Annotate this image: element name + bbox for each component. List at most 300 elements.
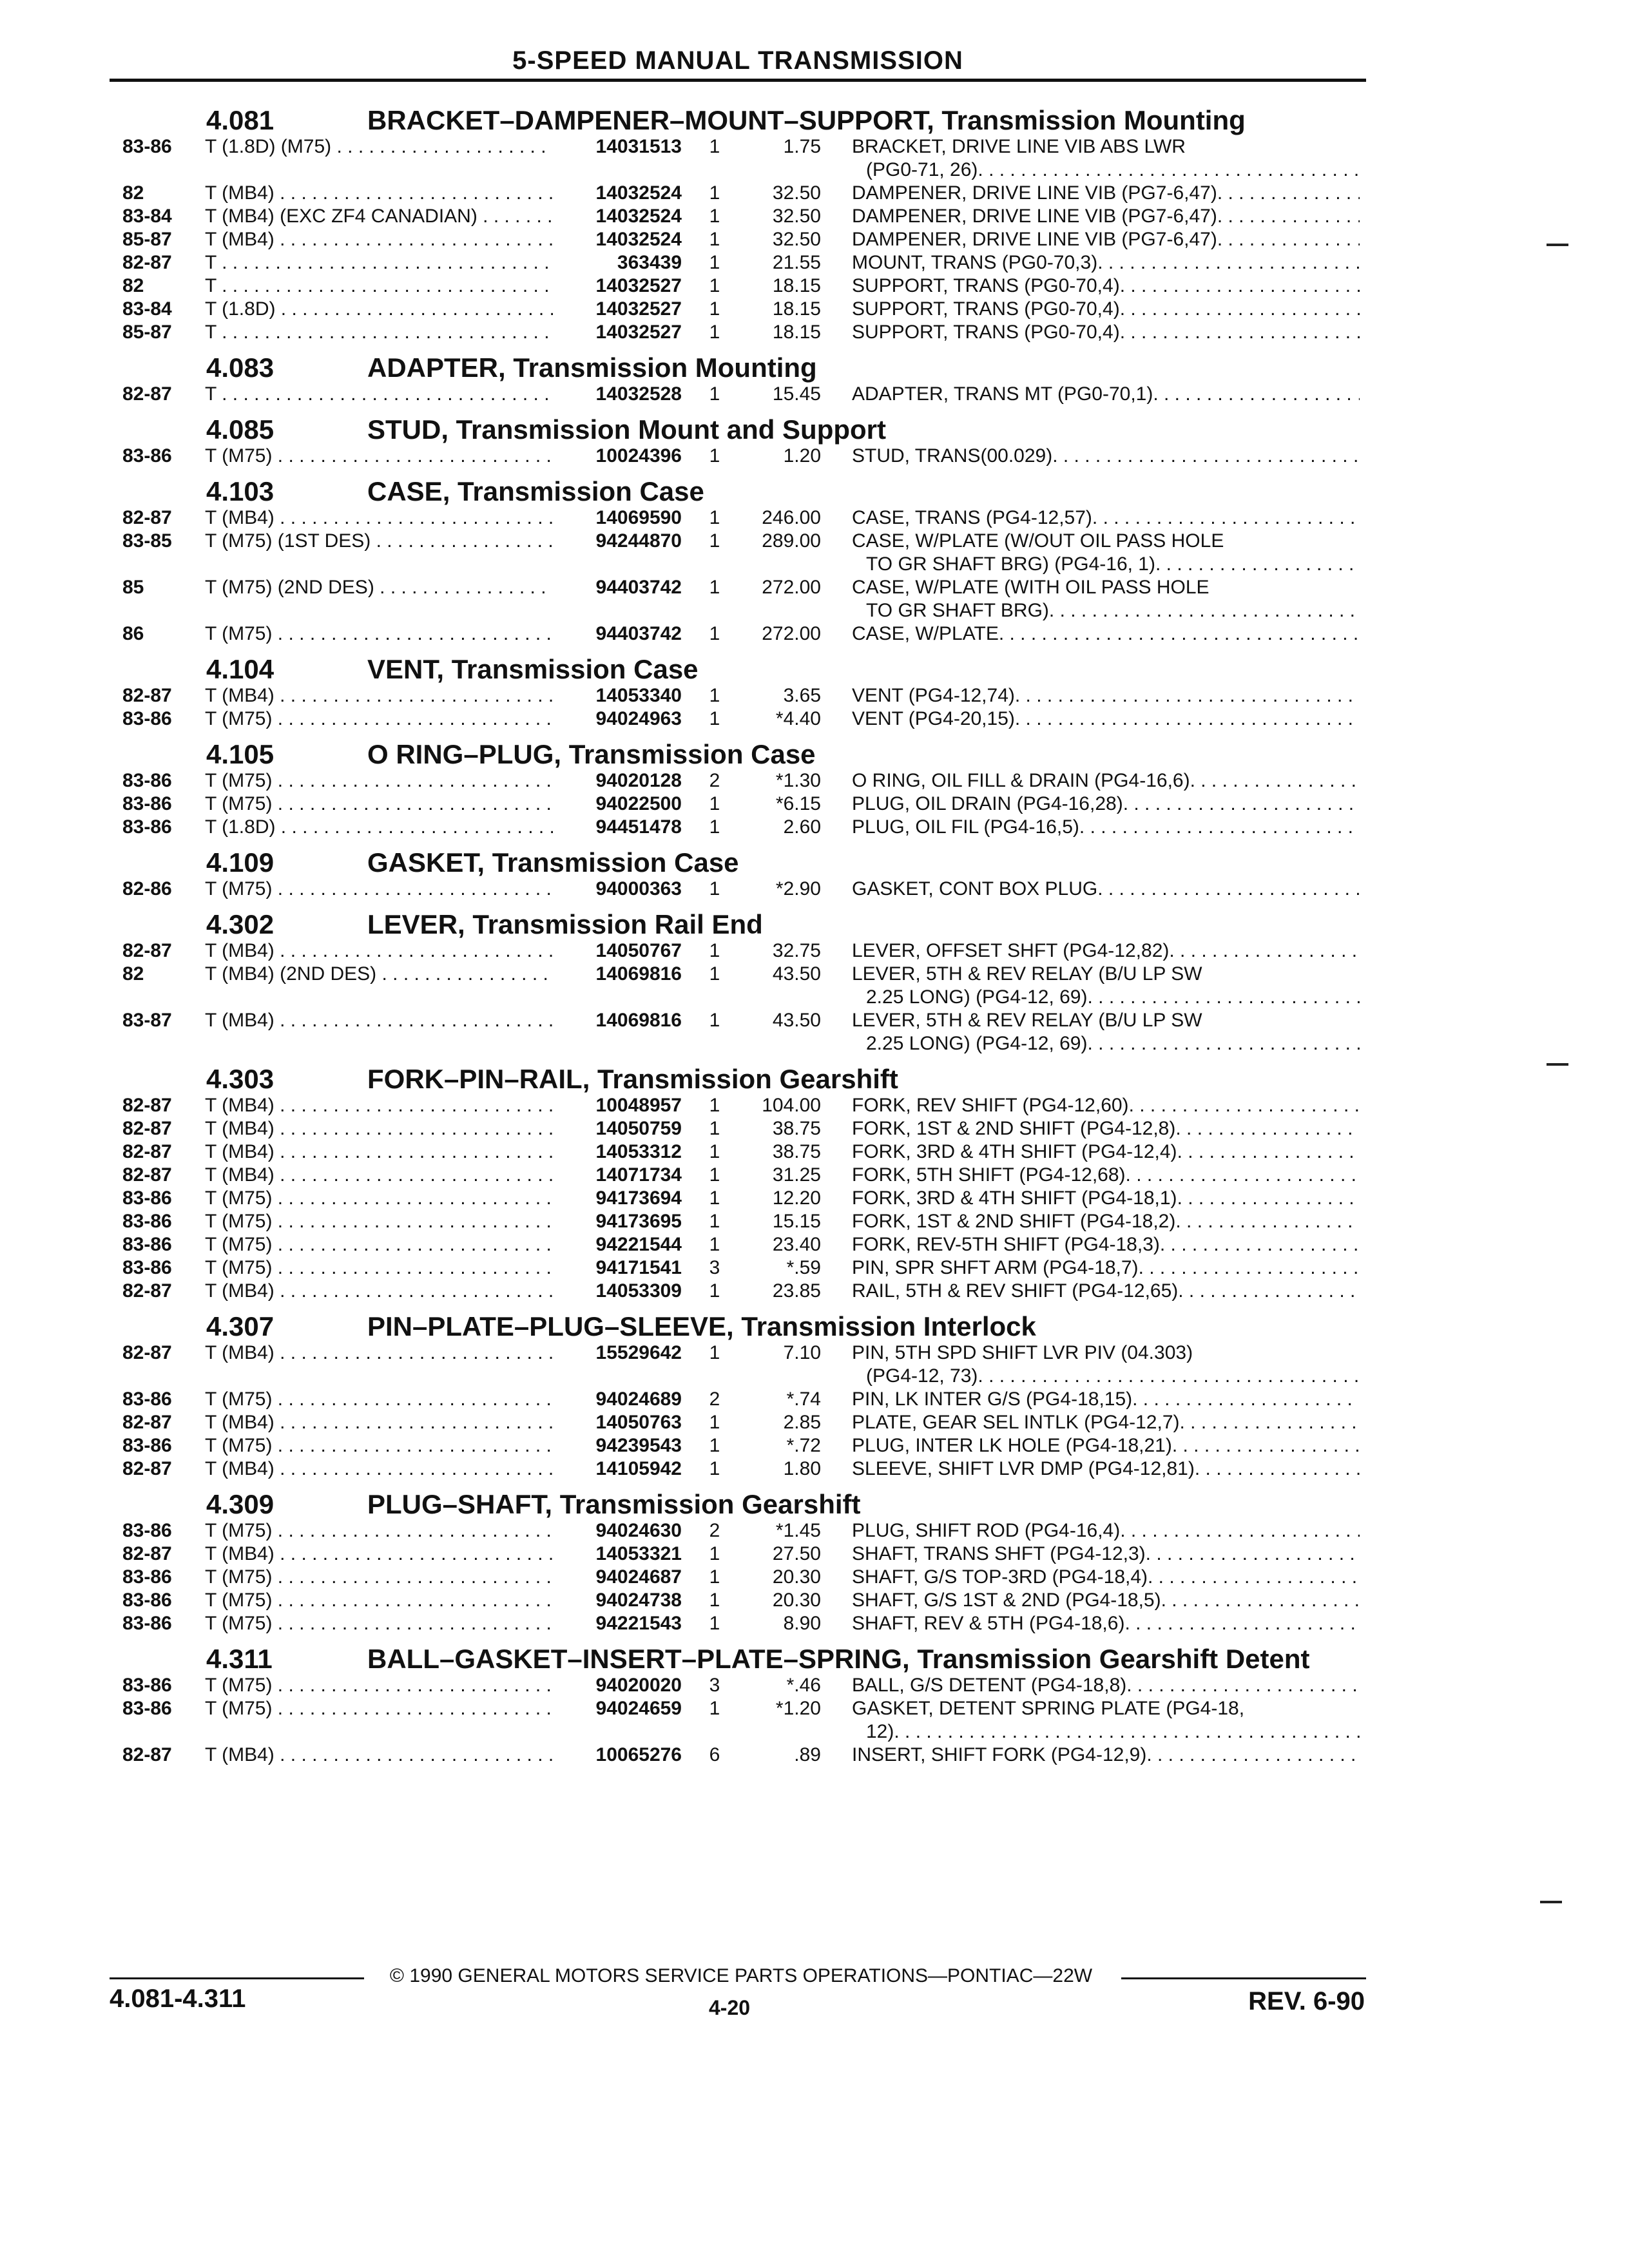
dot-leader (1175, 1210, 1360, 1233)
part-number: 10048957 (595, 1095, 682, 1116)
part-row (122, 445, 1360, 468)
section-number: 4.105 (206, 739, 275, 769)
part-description (852, 182, 1360, 205)
quantity: 1 (709, 1095, 720, 1116)
quantity: 3 (709, 1675, 720, 1696)
description-line (852, 1388, 1360, 1411)
dot-leader (1129, 1094, 1360, 1117)
part-name: SHAFT, REV & 5TH (PG4-18,6) (852, 1613, 1125, 1634)
price: *.59 (786, 1257, 821, 1278)
application: T . . . (205, 383, 553, 406)
quantity: 1 (709, 275, 720, 296)
section-number: 4.307 (206, 1311, 275, 1341)
price: 2.60 (783, 816, 821, 838)
part-description (852, 1341, 1360, 1388)
part-name: FORK, 1ST & 2ND SHIFT (PG4-12,8) (852, 1118, 1176, 1139)
model-years: 86 (122, 623, 144, 644)
part-name: PIN, LK INTER G/S (PG4-18,15) (852, 1389, 1133, 1410)
price: 31.25 (772, 1164, 821, 1186)
description-line (852, 506, 1360, 530)
part-description (852, 1697, 1360, 1744)
section-number: 4.104 (206, 654, 275, 684)
dot-leader (1015, 707, 1360, 731)
part-row (122, 228, 1360, 251)
model-years: 82-87 (122, 507, 172, 528)
dot-leader (978, 159, 1360, 182)
part-description (852, 321, 1360, 344)
part-row (122, 1164, 1360, 1187)
model-years: 83-86 (122, 708, 172, 729)
part-row (122, 298, 1360, 321)
dot-leader (1092, 506, 1360, 530)
part-description (852, 939, 1360, 963)
application: T (M75) . . . (205, 1612, 553, 1635)
description-line (852, 1341, 1360, 1365)
margin-mark (1547, 1063, 1568, 1066)
application: T (M75) . . . (205, 1210, 553, 1233)
part-description (852, 1411, 1360, 1434)
application: T (M75) . . . (205, 622, 553, 646)
description-continuation-line (852, 986, 1360, 1009)
model-years: 83-84 (122, 206, 172, 227)
part-description (852, 205, 1360, 228)
dot-leader (1177, 1140, 1360, 1164)
part-row (122, 1094, 1360, 1117)
description-line (852, 707, 1360, 731)
part-number: 363439 (617, 252, 682, 273)
part-row (122, 576, 1360, 622)
part-name: SHAFT, G/S TOP-3RD (PG4-18,4) (852, 1566, 1148, 1588)
part-row (122, 1210, 1360, 1233)
application: T (M75) . . . (205, 707, 553, 731)
quantity: 1 (709, 1590, 720, 1611)
footer-rule-right (1121, 1977, 1366, 1979)
catalog-section (122, 910, 1360, 1055)
model-years: 82-87 (122, 1412, 172, 1433)
part-row (122, 182, 1360, 205)
part-name: PLATE, GEAR SEL INTLK (PG4-12,7) (852, 1412, 1180, 1433)
part-number: 94024687 (595, 1566, 682, 1588)
section-number: 4.311 (206, 1644, 273, 1674)
quantity: 1 (709, 1141, 720, 1162)
part-row (122, 1566, 1360, 1589)
dot-leader (1195, 1457, 1360, 1481)
application: T (MB4) . . . (205, 1411, 553, 1434)
price: 32.50 (772, 206, 821, 227)
quantity: 1 (709, 1118, 720, 1139)
part-description (852, 1434, 1360, 1457)
quantity: 1 (709, 816, 720, 838)
description-line (852, 205, 1360, 228)
price: 18.15 (772, 322, 821, 343)
dot-leader (1217, 205, 1360, 228)
model-years: 83-84 (122, 298, 172, 320)
description-line (852, 1164, 1360, 1187)
model-years: 82 (122, 275, 144, 296)
section-heading (122, 1644, 1360, 1674)
quantity: 2 (709, 1520, 720, 1541)
application: T (MB4) . . . (205, 1164, 553, 1187)
price: 272.00 (762, 623, 821, 644)
dot-leader (894, 1720, 1360, 1744)
part-name: SHAFT, TRANS SHFT (PG4-12,3) (852, 1543, 1146, 1564)
section-heading (122, 1064, 1360, 1094)
model-years: 83-86 (122, 1590, 172, 1611)
description-line (852, 1233, 1360, 1256)
part-number: 94024659 (595, 1698, 682, 1719)
dot-leader (1120, 321, 1360, 344)
catalog-section (122, 740, 1360, 839)
price: 18.15 (772, 275, 821, 296)
price: 246.00 (762, 507, 821, 528)
description-line (852, 816, 1360, 839)
dot-leader (1217, 182, 1360, 205)
application: T (MB4) . . . (205, 684, 553, 707)
description-line (852, 321, 1360, 344)
model-years: 83-86 (122, 1257, 172, 1278)
model-years: 82 (122, 963, 144, 985)
price: *4.40 (775, 708, 821, 729)
part-name: STUD, TRANS(00.029) (852, 445, 1053, 466)
model-years: 83-85 (122, 530, 172, 552)
part-description (852, 1566, 1360, 1589)
application: T (M75) (2ND DES) . . . (205, 576, 553, 622)
dot-leader (1049, 599, 1360, 622)
part-description (852, 1210, 1360, 1233)
catalog-section (122, 1644, 1360, 1767)
part-row (122, 1542, 1360, 1566)
part-number: 14032524 (595, 229, 682, 250)
model-years: 83-86 (122, 445, 172, 466)
application: T . . . (205, 274, 553, 298)
part-description (852, 1674, 1360, 1697)
application: T (M75) . . . (205, 1256, 553, 1280)
part-number: 14050759 (595, 1118, 682, 1139)
part-description (852, 1457, 1360, 1481)
part-name: CASE, W/PLATE (852, 623, 999, 644)
description-line (852, 1674, 1360, 1697)
part-name-continued: 12) (866, 1721, 894, 1742)
part-description (852, 1140, 1360, 1164)
quantity: 1 (709, 445, 720, 466)
price: 15.45 (772, 383, 821, 405)
application: T (MB4) . . . (205, 1280, 553, 1303)
price: *1.30 (775, 770, 821, 791)
part-name-continued: 2.25 LONG) (PG4-12, 69) (866, 1033, 1088, 1054)
price: 1.20 (783, 445, 821, 466)
section-heading (122, 1490, 1360, 1519)
catalog-section (122, 477, 1360, 646)
part-name-continued: TO GR SHAFT BRG) (PG4-16, 1) (866, 553, 1155, 575)
application: T (M75) . . . (205, 1589, 553, 1612)
part-name: FORK, REV SHIFT (PG4-12,60) (852, 1095, 1129, 1116)
part-name: ADAPTER, TRANS MT (PG0-70,1) (852, 383, 1153, 405)
dot-leader (1153, 383, 1360, 406)
section-title: PLUG–SHAFT, Transmission Gearshift (367, 1489, 861, 1519)
part-name: FORK, 5TH SHIFT (PG4-12,68) (852, 1164, 1126, 1186)
dot-leader (1015, 684, 1360, 707)
price: *.46 (786, 1675, 821, 1696)
model-years: 83-86 (122, 1211, 172, 1232)
quantity: 1 (709, 1164, 720, 1186)
description-line (852, 1256, 1360, 1280)
price: 272.00 (762, 577, 821, 598)
part-number: 14053312 (595, 1141, 682, 1162)
application: T (M75) . . . (205, 1566, 553, 1589)
section-title: BRACKET–DAMPENER–MOUNT–SUPPORT, Transmission Mounting (367, 105, 1246, 135)
quantity: 2 (709, 1389, 720, 1410)
part-name: RAIL, 5TH & REV SHIFT (PG4-12,65) (852, 1280, 1179, 1302)
price: 43.50 (772, 1010, 821, 1031)
section-heading (122, 106, 1360, 135)
part-number: 94024630 (595, 1520, 682, 1541)
part-number: 94171541 (595, 1257, 682, 1278)
dot-leader (1132, 1388, 1360, 1411)
part-name: PLUG, OIL FIL (PG4-16,5) (852, 816, 1079, 838)
application: T (M75) . . . (205, 878, 553, 901)
section-number: 4.085 (206, 414, 275, 445)
part-row (122, 1457, 1360, 1481)
section-number: 4.081 (206, 105, 275, 135)
part-name: DAMPENER, DRIVE LINE VIB (PG7-6,47) (852, 182, 1217, 204)
part-number: 14071734 (595, 1164, 682, 1186)
part-description (852, 228, 1360, 251)
part-name: FORK, 3RD & 4TH SHIFT (PG4-18,1) (852, 1187, 1177, 1209)
part-description (852, 1256, 1360, 1280)
part-row (122, 1117, 1360, 1140)
part-number: 10024396 (595, 445, 682, 466)
price: 1.80 (783, 1458, 821, 1479)
part-number: 14032524 (595, 182, 682, 204)
model-years: 83-86 (122, 136, 172, 157)
price: 15.15 (772, 1211, 821, 1232)
part-name: LEVER, 5TH & REV RELAY (B/U LP SW (852, 1010, 1202, 1031)
part-name: VENT (PG4-12,74) (852, 685, 1015, 706)
dot-leader (1097, 251, 1360, 274)
quantity: 6 (709, 1744, 720, 1765)
model-years: 83-86 (122, 1675, 172, 1696)
quantity: 1 (709, 878, 720, 899)
part-name: LEVER, 5TH & REV RELAY (B/U LP SW (852, 963, 1202, 985)
dot-leader (1087, 986, 1360, 1009)
description-line (852, 228, 1360, 251)
parts-catalog (122, 97, 1360, 1767)
price: 23.40 (772, 1234, 821, 1255)
dot-leader (1190, 769, 1360, 793)
price: *1.20 (775, 1698, 821, 1719)
catalog-section (122, 1490, 1360, 1635)
catalog-section (122, 1312, 1360, 1481)
part-description (852, 576, 1360, 622)
catalog-section (122, 848, 1360, 901)
section-title: ADAPTER, Transmission Mounting (367, 352, 817, 383)
quantity: 1 (709, 577, 720, 598)
application: T (MB4) . . . (205, 1542, 553, 1566)
part-name: SUPPORT, TRANS (PG0-70,4) (852, 298, 1120, 320)
description-line (852, 576, 1360, 599)
section-title: LEVER, Transmission Rail End (367, 909, 763, 939)
part-row (122, 1341, 1360, 1388)
price: 21.55 (772, 252, 821, 273)
description-continuation-line (852, 1365, 1360, 1388)
application: T (MB4) . . . (205, 1094, 553, 1117)
part-number: 94024963 (595, 708, 682, 729)
description-line (852, 182, 1360, 205)
part-name: SUPPORT, TRANS (PG0-70,4) (852, 322, 1120, 343)
quantity: 1 (709, 1613, 720, 1634)
application: T (MB4) . . . (205, 1744, 553, 1767)
part-row (122, 963, 1360, 1009)
model-years: 83-86 (122, 1435, 172, 1456)
part-row (122, 1612, 1360, 1635)
part-name-continued: TO GR SHAFT BRG) (866, 600, 1049, 621)
part-description (852, 963, 1360, 1009)
application: T (MB4) . . . (205, 1341, 553, 1388)
part-description (852, 1542, 1360, 1566)
dot-leader (1126, 1164, 1360, 1187)
application: T (MB4) . . . (205, 1009, 553, 1055)
description-line (852, 383, 1360, 406)
part-description (852, 1280, 1360, 1303)
description-line (852, 298, 1360, 321)
application: T (M75) . . . (205, 1233, 553, 1256)
part-row (122, 707, 1360, 731)
footer-section-range: 4.081-4.311 (110, 1984, 246, 2013)
description-line (852, 1280, 1360, 1303)
part-description (852, 1117, 1360, 1140)
part-row (122, 506, 1360, 530)
model-years: 83-86 (122, 1520, 172, 1541)
application: T (MB4) . . . (205, 228, 553, 251)
part-number: 94020020 (595, 1675, 682, 1696)
model-years: 82-87 (122, 1095, 172, 1116)
catalog-section (122, 106, 1360, 344)
price: *6.15 (775, 793, 821, 814)
part-row (122, 1140, 1360, 1164)
margin-mark (1540, 1901, 1562, 1903)
price: 2.85 (783, 1412, 821, 1433)
description-line (852, 1744, 1360, 1767)
part-number: 94221543 (595, 1613, 682, 1634)
model-years: 83-86 (122, 1566, 172, 1588)
quantity: 1 (709, 1412, 720, 1433)
section-number: 4.309 (206, 1489, 275, 1519)
description-line (852, 1140, 1360, 1164)
dot-leader (1120, 298, 1360, 321)
part-name: SLEEVE, SHIFT LVR DMP (PG4-12,81) (852, 1458, 1195, 1479)
part-description (852, 1233, 1360, 1256)
quantity: 1 (709, 623, 720, 644)
dot-leader (1148, 1566, 1360, 1589)
part-name-continued: (PG0-71, 26) (866, 159, 978, 180)
application: T (M75) (1ST DES) . . . (205, 530, 553, 576)
part-number: 14032527 (595, 275, 682, 296)
part-number: 14050763 (595, 1412, 682, 1433)
part-number: 94244870 (595, 530, 682, 552)
dot-leader (1178, 1280, 1360, 1303)
section-title: GASKET, Transmission Case (367, 847, 739, 878)
part-row (122, 530, 1360, 576)
section-heading (122, 477, 1360, 506)
application: T (M75) . . . (205, 1388, 553, 1411)
part-name: CASE, W/PLATE (W/OUT OIL PASS HOLE (852, 530, 1224, 552)
description-line (852, 135, 1360, 159)
part-name: MOUNT, TRANS (PG0-70,3) (852, 252, 1098, 273)
application: T (M75) . . . (205, 1434, 553, 1457)
application: T (1.8D) (M75) . . . (205, 135, 553, 182)
footer-copyright: © 1990 GENERAL MOTORS SERVICE PARTS OPERATIONS—PONTIAC—22W (389, 1965, 1093, 1986)
application: T (M75) . . . (205, 1674, 553, 1697)
model-years: 82-87 (122, 1458, 172, 1479)
part-description (852, 1187, 1360, 1210)
part-row (122, 878, 1360, 901)
application: T (M75) . . . (205, 769, 553, 793)
description-line (852, 1697, 1360, 1720)
model-years: 82-87 (122, 252, 172, 273)
price: 8.90 (783, 1613, 821, 1634)
price: 38.75 (772, 1118, 821, 1139)
section-heading (122, 910, 1360, 939)
quantity: 1 (709, 229, 720, 250)
part-number: 14050767 (595, 940, 682, 961)
description-line (852, 769, 1360, 793)
part-number: 94239543 (595, 1435, 682, 1456)
model-years: 83-86 (122, 793, 172, 814)
description-line (852, 1457, 1360, 1481)
model-years: 82-86 (122, 878, 172, 899)
section-heading (122, 353, 1360, 383)
dot-leader (1172, 1434, 1360, 1457)
part-row (122, 1233, 1360, 1256)
model-years: 85 (122, 577, 144, 598)
description-continuation-line (852, 553, 1360, 576)
price: 7.10 (783, 1342, 821, 1363)
part-row (122, 251, 1360, 274)
quantity: 1 (709, 136, 720, 157)
section-title: FORK–PIN–RAIL, Transmission Gearshift (367, 1064, 898, 1094)
part-name: PLUG, OIL DRAIN (PG4-16,28) (852, 793, 1123, 814)
model-years: 82-87 (122, 940, 172, 961)
description-line (852, 684, 1360, 707)
part-row (122, 1519, 1360, 1542)
section-heading (122, 655, 1360, 684)
price: 104.00 (762, 1095, 821, 1116)
price: 32.50 (772, 182, 821, 204)
part-description (852, 1589, 1360, 1612)
part-row (122, 321, 1360, 344)
part-row (122, 1674, 1360, 1697)
price: *.72 (786, 1435, 821, 1456)
model-years: 83-86 (122, 816, 172, 838)
description-line (852, 878, 1360, 901)
quantity: 1 (709, 963, 720, 985)
description-line (852, 1117, 1360, 1140)
part-row (122, 1744, 1360, 1767)
section-title: VENT, Transmission Case (367, 654, 699, 684)
application: T (MB4) (EXC ZF4 CANADIAN) . . . (205, 205, 553, 228)
part-row (122, 1434, 1360, 1457)
part-row (122, 1388, 1360, 1411)
dot-leader (1177, 1187, 1360, 1210)
section-title: CASE, Transmission Case (367, 476, 704, 506)
dot-leader (1169, 939, 1360, 963)
application: T (MB4) . . . (205, 1457, 553, 1481)
part-number: 94403742 (595, 577, 682, 598)
part-name: LEVER, OFFSET SHFT (PG4-12,82) (852, 940, 1170, 961)
part-name: PLUG, SHIFT ROD (PG4-16,4) (852, 1520, 1121, 1541)
section-number: 4.302 (206, 909, 275, 939)
application: T . . . (205, 251, 553, 274)
